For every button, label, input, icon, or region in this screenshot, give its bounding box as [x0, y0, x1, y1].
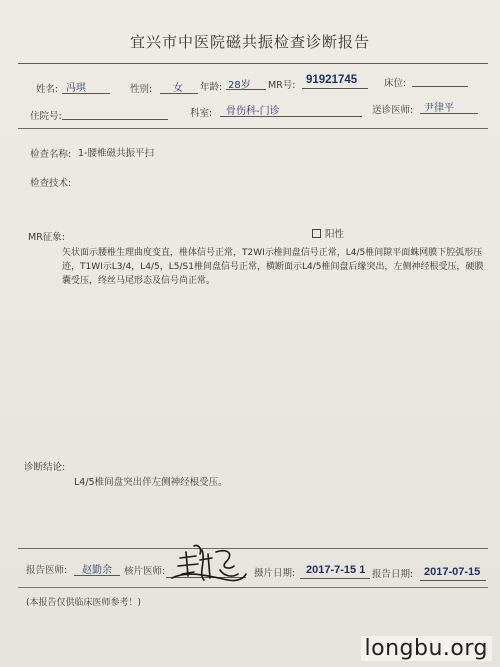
age-label: 年龄:: [200, 82, 223, 93]
header-rule: [18, 63, 488, 64]
patient-age: 28岁: [228, 80, 251, 91]
report-title: 宜兴市中医院磁共振检查诊断报告: [129, 33, 370, 51]
positive-label: 阳性: [325, 229, 345, 240]
age-underline: [226, 89, 266, 90]
info-rule: [18, 128, 488, 129]
referring-doctor-underline: [420, 113, 478, 114]
sex-underline: [160, 93, 198, 94]
conclusion-text: L4/5椎间盘突出伴左侧神经根受压。: [74, 477, 228, 488]
report-date-label: 报告日期:: [372, 569, 414, 580]
report-doctor: 赵勤余: [82, 565, 112, 576]
findings-label: MR征象:: [28, 232, 65, 243]
bed-label: 床位:: [384, 78, 407, 89]
inpatient-underline: [62, 119, 168, 120]
findings-text: 矢状面示腰椎生理曲度变直，椎体信号正常，T2WI示椎间盘信号正常，L4/5椎间隙平面蛛网膜下腔弧形压迹，T1WI示L3/4，L4/5，L5/S1椎间盘信号正常，横断面示L4/5椎间盘后缘突出，左侧神经根受压，硬膜囊受压，终丝马尾形态及信号尚正常。: [62, 248, 484, 286]
scan-date-underline: [300, 578, 370, 579]
report-date-underline: [420, 580, 486, 581]
exam-name-label: 检查名称:: [30, 149, 72, 160]
referring-doctor-label: 送诊医师:: [372, 105, 414, 116]
mr-number-label: MR号:: [268, 80, 296, 91]
disclaimer-note: (本报告仅供临床医师参考！): [26, 598, 142, 608]
dept-underline: [220, 116, 362, 117]
name-label: 姓名:: [36, 84, 59, 95]
signature-icon: [168, 540, 248, 586]
review-doctor-label: 核片医师:: [124, 566, 166, 577]
report-doctor-label: 报告医师:: [26, 565, 68, 576]
sex-label: 性别:: [130, 84, 153, 95]
report-doctor-underline: [74, 575, 120, 576]
dept-label: 科室:: [190, 108, 213, 119]
bed-underline: [412, 86, 468, 87]
scan-date: 2017-7-15 1: [306, 564, 366, 576]
patient-name: 冯琪: [66, 83, 86, 94]
conclusion-label: 诊断结论:: [24, 462, 66, 473]
inpatient-label: 住院号:: [30, 111, 62, 122]
referring-doctor: 尹律平: [424, 103, 454, 114]
exam-name: 1-腰椎磁共振平扫: [78, 148, 154, 159]
watermark: longbu.org: [361, 636, 492, 661]
department: 骨伤科-门诊: [226, 106, 280, 117]
footer-rule: [18, 548, 488, 549]
exam-tech-label: 检查技术:: [30, 178, 72, 189]
name-underline: [62, 93, 110, 94]
patient-sex: 女: [173, 83, 183, 94]
checkbox-icon: [312, 229, 321, 238]
note-rule: [18, 587, 488, 588]
report-date: 2017-07-15: [424, 566, 481, 578]
positive-checkbox: [312, 226, 344, 240]
mr-number: 91921745: [306, 74, 358, 86]
scan-date-label: 摄片日期:: [254, 568, 296, 579]
mr-underline: [302, 88, 368, 89]
